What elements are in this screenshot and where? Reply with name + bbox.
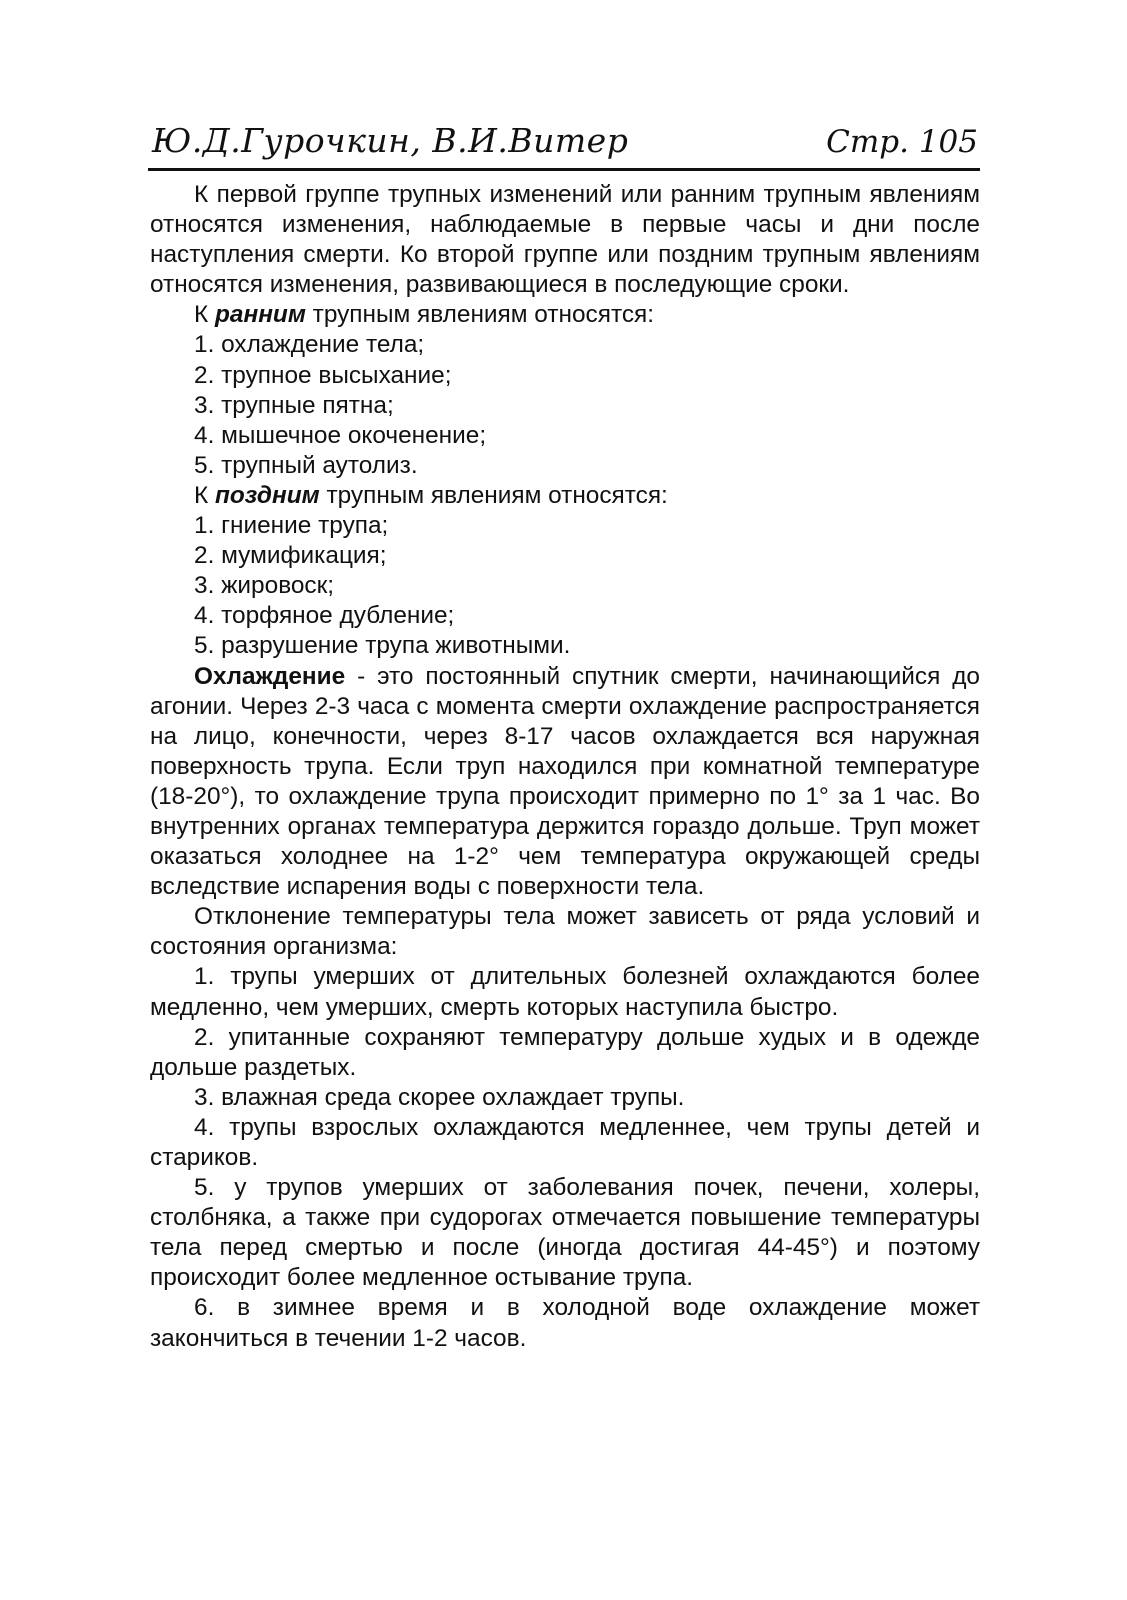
late-term: поздним xyxy=(215,481,320,509)
late-list-item: 1. гниение трупа; xyxy=(194,512,389,540)
condition-item: 1. трупы умерших от длительных болезней охлаждаются более медленно, чем умерших, смерть которых наступила быстро. xyxy=(150,963,980,1021)
condition-item: 4. трупы взрослых охлаждаются медленнее, чем трупы детей и стариков. xyxy=(150,1113,980,1171)
late-heading-post: трупным явлениям относятся: xyxy=(319,481,668,509)
early-list-item: 4. мышечное окоченение; xyxy=(194,421,487,449)
late-heading xyxy=(150,481,980,511)
early-heading-post: трупным явлениям относятся: xyxy=(305,301,655,329)
header-page-number: Стр. 105 xyxy=(826,124,978,160)
condition-item: 3. влажная среда скорее охлаждает трупы. xyxy=(194,1083,685,1111)
cooling-text: - это постоянный спутник смерти, начинающийся до агонии. Через 2-3 часа с момента смерти охлаждение распространяется на лицо, конечности, через 8-17 часов охлаждается вся наружная поверхность трупа. Если труп находился при комнатной температуре (18-20°), то охлаждение трупа происходит примерно по 1° за 1 час. Во внутренних органах температура держится гораздо дольше. Труп может оказаться холоднее на 1-2° чем температура окружающей среды вследствие испарения воды с поверхности тела. xyxy=(150,662,980,901)
cooling-paragraph xyxy=(150,662,980,903)
early-heading-pre: К xyxy=(194,301,215,329)
early-term: ранним xyxy=(215,301,306,329)
late-list-item: 5. разрушение трупа животными. xyxy=(194,632,571,660)
running-header xyxy=(148,118,980,171)
early-list-item: 5. трупный аутолиз. xyxy=(194,451,418,479)
deviation-paragraph: Отклонение температуры тела может зависеть от ряда условий и состояния организма: xyxy=(150,903,980,961)
cooling-term: Охлаждение xyxy=(194,662,346,690)
body-text xyxy=(150,180,980,1354)
header-authors: Ю.Д.Гурочкин, В.И.Витер xyxy=(152,121,629,160)
condition-item: 2. упитанные сохраняют температуру дольше худых и в одежде дольше раздетых. xyxy=(150,1023,980,1081)
early-list-item: 3. трупные пятна; xyxy=(194,391,394,419)
condition-item: 6. в зимнее время и в холодной воде охлаждение может закончиться в течении 1-2 часов. xyxy=(150,1294,980,1352)
condition-item: 5. у трупов умерших от заболевания почек, печени, холеры, столбняка, а также при судорогах отмечается повышение температуры тела перед смертью и после (иногда достигая 44-45°) и поэтому происходит более медленное остывание трупа. xyxy=(150,1174,980,1292)
early-list-item: 1. охлаждение тела; xyxy=(194,331,425,359)
late-list-item: 2. мумификация; xyxy=(194,542,387,570)
late-list-item: 3. жировоск; xyxy=(194,572,335,600)
late-list-item: 4. торфяное дубление; xyxy=(194,602,455,630)
early-list-item: 2. трупное высыхание; xyxy=(194,361,452,389)
late-heading-pre: К xyxy=(194,481,215,509)
intro-paragraph: К первой группе трупных изменений или ранним трупным явлениям относятся изменения, наблюдаемые в первые часы и дни после наступления смерти. Ко второй группе или поздним трупным явлениям относятся изменения, развивающиеся в последующие сроки. xyxy=(150,181,980,299)
early-heading xyxy=(150,300,980,330)
